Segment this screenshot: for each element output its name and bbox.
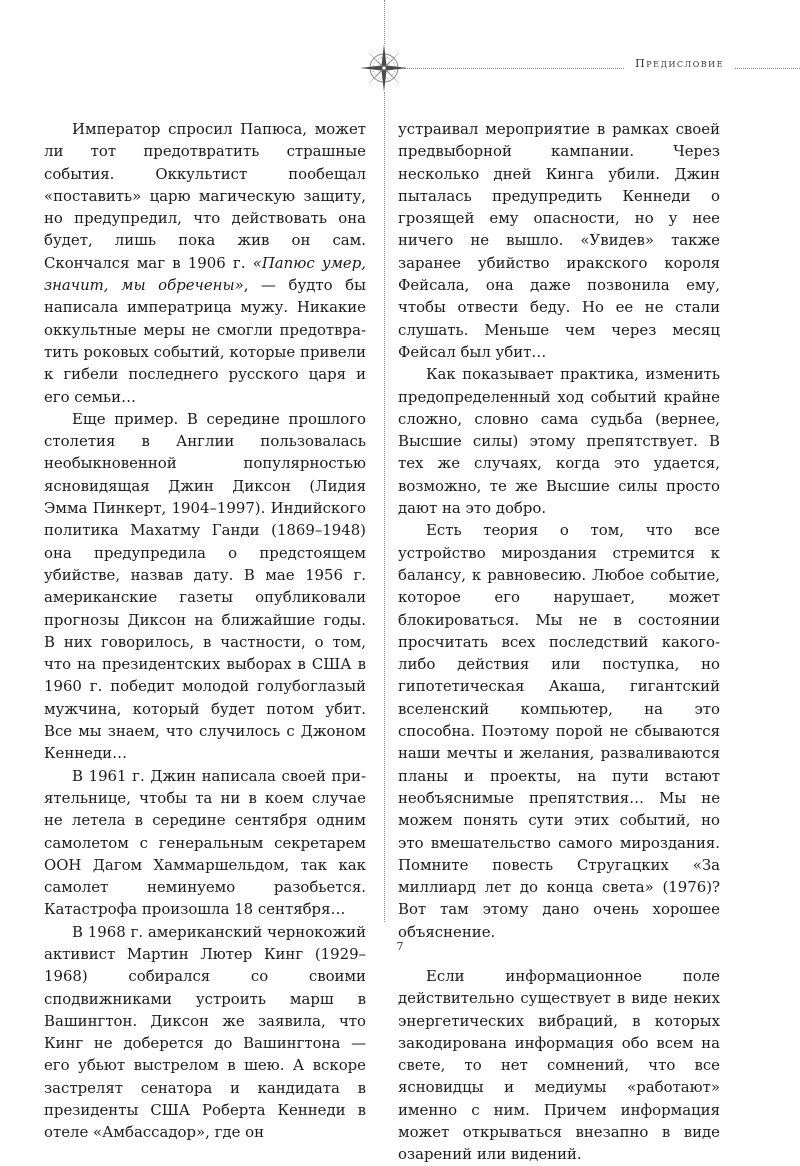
text-run: В 1961 г. Джин написала своей приятельнице, чтобы та ни в коем случае не летела в середине сентября одним самолетом с генеральным секретарем ООН Дагом Хаммаршельдом, так как самолет неминуемо разобьется. Катастрофа произошла 18 сентября… bbox=[44, 766, 366, 919]
paragraph bbox=[398, 965, 720, 1166]
compass-rose-icon bbox=[358, 42, 410, 94]
top-dotted-rule bbox=[384, 0, 385, 44]
paragraph bbox=[44, 408, 366, 765]
column-divider bbox=[384, 92, 385, 922]
paragraph bbox=[398, 519, 720, 943]
paragraph bbox=[44, 765, 366, 921]
text-run: , — будто бы написала императрица мужу. Никакие оккультные меры не смогли предотвратить роковых событий, которые привели к гибели последнего русского царя и его семьи… bbox=[44, 276, 366, 406]
text-run: Если информационное поле действительно существует в виде неких энергетических вибраций, в которых закодирована информация обо всем на свете, то нет сомнений, что все ясновидцы и медиумы «работают» именно с ним. Причем информация может открываться внезапно в виде озарений или видений. bbox=[398, 966, 720, 1164]
text-run: Как показывает практика, изменить предопределенный ход событий крайне сложно, словно сама судьба (вернее, Высшие силы) этому препятствует. В тех же случаях, когда это удается, возможно, те же Высшие силы просто дают на это добро. bbox=[398, 365, 720, 518]
text-run: Еще пример. В середине прошлого столетия в Англии пользовалась необыкновенной популярностью ясновидящая Джин Диксон (Лидия Эмма Пинкерт, 1904–1997). Индийского политика Махатму Ганди (1869–1948) она предупредила о предстоящем убийстве, назвав дату. В мае 1956 г. американские газеты опубликовали прогнозы Диксон на ближайшие годы. В них говорилось, в частности, о том, что на президентских выборах в США в 1960 г. победит молодой голубоглазый мужчина, который будет потом убит. Все мы знаем, что случилось с Джоном Кеннеди… bbox=[44, 409, 366, 763]
left-text-column bbox=[44, 118, 366, 1144]
paragraph bbox=[44, 921, 366, 1144]
italic-quote: «Папюс умер, значит, мы обречены» bbox=[44, 253, 366, 295]
paragraph bbox=[44, 118, 366, 408]
header-rule bbox=[404, 68, 800, 69]
running-title: Предисловие bbox=[625, 57, 734, 70]
right-text-column bbox=[398, 118, 720, 1166]
paragraph bbox=[398, 118, 720, 363]
text-run: устраивал мероприятие в рамках своей предвыборной кампании. Через несколько дней Кинга убили. Джин пыталась предупредить Кеннеди о грозящей ему опасности, но у нее ничего не вышло. «Увидев» также заранее убийство иракского короля Фейсала, она даже позвонила ему, чтобы отвести беду. Но ее не стали слушать. Меньше чем через месяц Фейсал был убит… bbox=[398, 120, 720, 361]
paragraph bbox=[398, 363, 720, 519]
text-run: В 1968 г. американский чернокожий активист Мартин Лютер Кинг (1929–1968) собирался со своими сподвижниками устроить марш в Вашингтон. Диксон же заявила, что Кинг не доберется до Вашингтона — его убьют выстрелом в шею. А вскоре застрелят сенатора и кандидата в президенты США Роберта Кеннеди в отеле «Амбассадор», где он bbox=[44, 922, 366, 1142]
text-run: Император спросил Папюса, может ли тот предотвратить страшные события. Оккультист пообещал «поставить» царю магическую защиту, но предупредил, что действовать она будет, лишь пока жив он сам. Скончался маг в 1906 г. bbox=[44, 120, 366, 272]
text-run: Есть теория о том, что все устройство мироздания стремится к балансу, к равновесию. Любое событие, которое его нарушает, может блокироваться. Мы не в состоянии просчитать всех последствий какого-либо действия или поступка, но гипотетическая Акаша, гигантский вселенский компьютер, на это способна. Поэтому порой не сбываются наши мечты и желания, разваливаются планы и проекты, на пути встают необъяснимые препятствия… Мы не можем понять сути этих событий, но это вмешательство самого мироздания. Помните повесть Стругацких «За миллиард лет до конца света» (1976)? Вот там этому дано очень хорошее объяснение. bbox=[398, 521, 720, 941]
page-number: 7 bbox=[396, 940, 404, 953]
